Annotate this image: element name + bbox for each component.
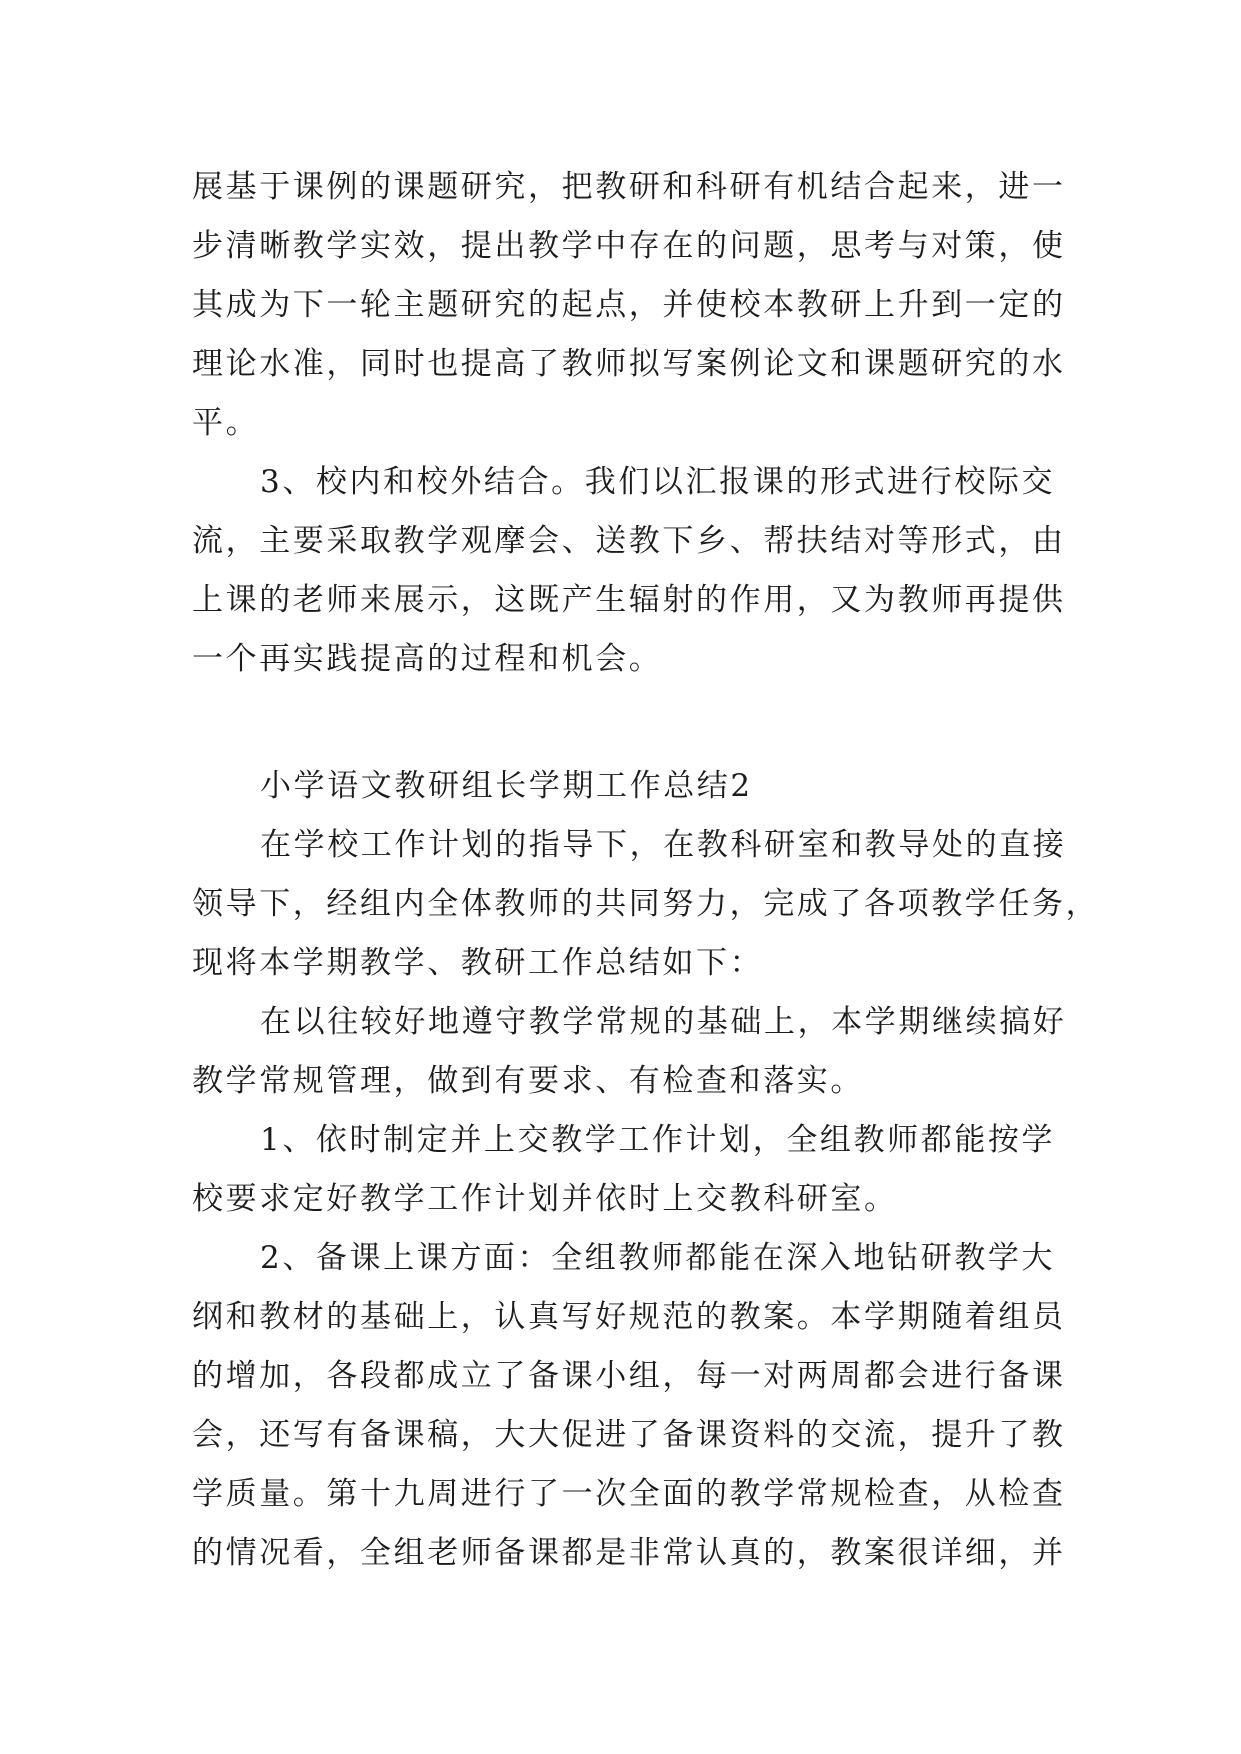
section-heading: 小学语文教研组长学期工作总结2 [260, 768, 753, 804]
text-line: 展基于课例的课题研究，把教研和科研有机结合起来，进一 [192, 169, 1066, 205]
section-spacer [192, 689, 1072, 757]
text-line: 会，还写有备课稿，大大促进了备课资料的交流，提升了教 [192, 1417, 1066, 1453]
text-line: 2、备课上课方面：全组教师都能在深入地钻研教学大 [260, 1240, 1056, 1276]
text-line: 步清晰教学实效，提出教学中存在的问题，思考与对策，使 [192, 228, 1066, 264]
text-line: 流，主要采取教学观摩会、送教下乡、帮扶结对等形式，由 [192, 523, 1066, 559]
text-line: 校要求定好教学工作计划并依时上交教科研室。 [192, 1181, 898, 1217]
text-line: 在以往较好地遵守教学常规的基础上，本学期继续搞好 [260, 1004, 1067, 1040]
text-line: 纲和教材的基础上，认真写好规范的教案。本学期随着组员 [192, 1299, 1066, 1335]
document-body [192, 158, 1100, 1583]
text-line: 现将本学期教学、教研工作总结如下： [192, 945, 764, 981]
text-line: 学质量。第十九周进行了一次全面的教学常规检查，从检查 [192, 1476, 1066, 1512]
text-line: 的情况看，全组老师备课都是非常认真的，教案很详细，并 [192, 1535, 1066, 1571]
text-line: 平。 [192, 405, 260, 441]
text-line: 教学常规管理，做到有要求、有检查和落实。 [192, 1063, 864, 1099]
text-line: 理论水准，同时也提高了教师拟写案例论文和课题研究的水 [192, 346, 1066, 382]
text-line: 领导下，经组内全体教师的共同努力，完成了各项教学任务， [192, 886, 1100, 922]
text-line: 上课的老师来展示，这既产生辐射的作用，又为教师再提供 [192, 582, 1066, 618]
text-line: 在学校工作计划的指导下，在教科研室和教导处的直接 [260, 827, 1067, 863]
text-line: 的增加，各段都成立了备课小组，每一对两周都会进行备课 [192, 1358, 1066, 1394]
text-line: 3、校内和校外结合。我们以汇报课的形式进行校际交 [260, 464, 1056, 500]
text-line: 一个再实践提高的过程和机会。 [192, 641, 663, 677]
text-line: 其成为下一轮主题研究的起点，并使校本教研上升到一定的 [192, 287, 1066, 323]
text-line: 1、依时制定并上交教学工作计划，全组教师都能按学 [260, 1122, 1056, 1158]
